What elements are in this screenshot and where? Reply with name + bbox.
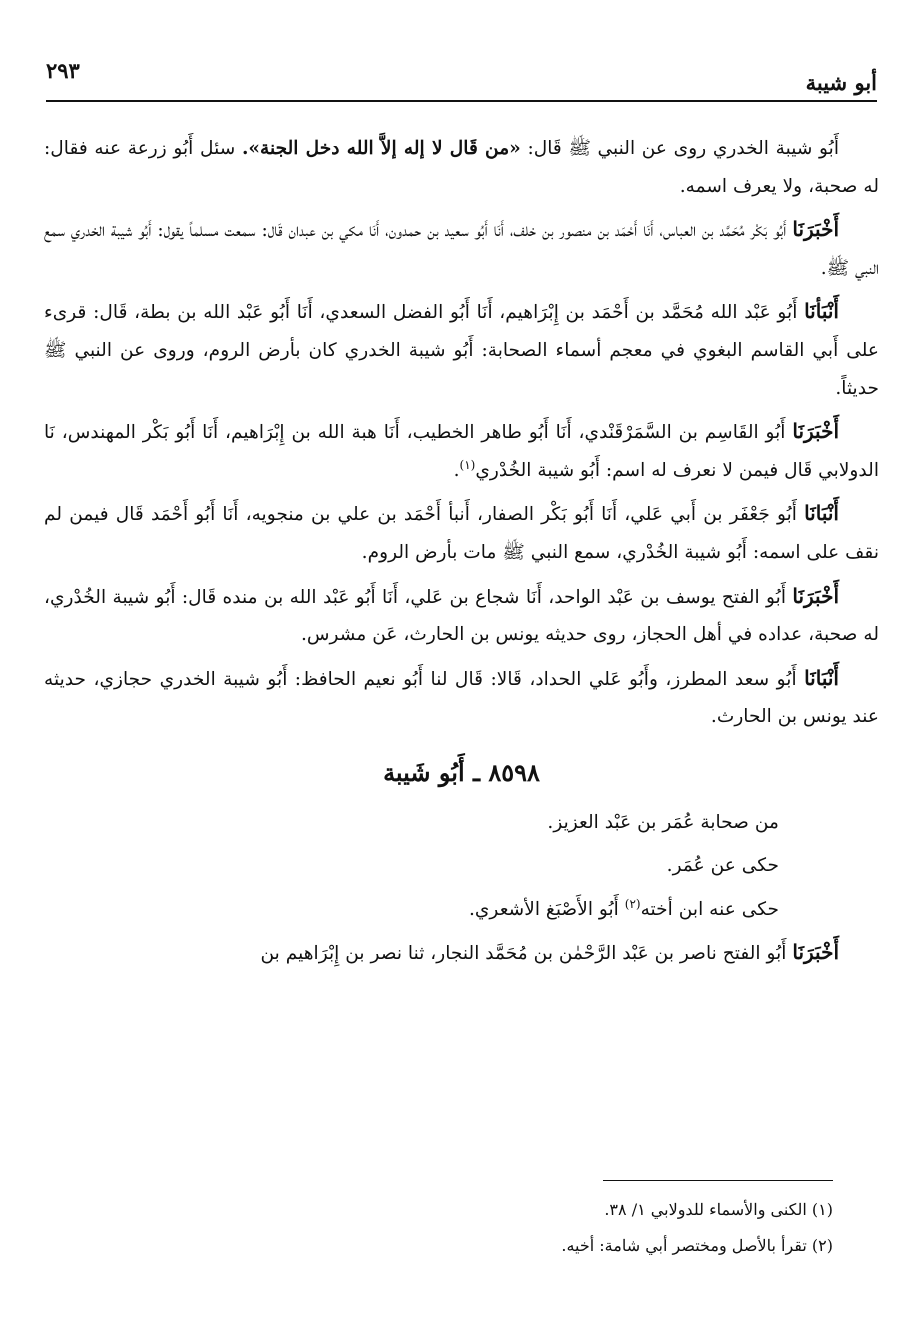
narration-lead-word: أَخْبَرَنَا bbox=[792, 583, 839, 608]
paragraph-3-text: أَبُو عَبْد الله مُحَمَّد بن أَحْمَد بن إِبْرَاهيم، أَنَا أَبُو الفضل السعدي، أَنَا أَبُو عَبْد الله بن بطة، قَال: قرىء على أَبي القاسم البغوي في معجم أسماء الصحابة: أَبُو شيبة الخدري كان بأرض الروم، وروى عن النبي ﷺ حديثاً. bbox=[44, 302, 879, 399]
entry-line-3-text: حكى عنه ابن أخته bbox=[640, 898, 779, 920]
paragraph-4-text: أَبُو القَاسِم بن السَّمَرْقَنْدي، أَنَا أَبُو طاهر الخطيب، أَنَا هبة الله بن إِبْرَاهيم، أَنَا أَبُو بَكْر المهندس، نَا الدولابي قَال فيمن لا نعرف له اسم: أَبُو شيبة الخُدْري bbox=[44, 422, 879, 481]
main-text bbox=[44, 130, 879, 979]
paragraph-3 bbox=[44, 293, 879, 407]
paragraph-7-text: أَبُو سعد المطرز، وأَبُو عَلي الحداد، قَالا: قَال لنا أَبُو نعيم الحافظ: أَبُو شيبة الخدري حجازي، حديثه عند يونس بن الحارث. bbox=[44, 668, 879, 728]
paragraph-5 bbox=[44, 495, 879, 571]
page-header bbox=[46, 58, 877, 102]
paragraph-4 bbox=[44, 413, 879, 489]
paragraph-6-text: أَبُو الفتح يوسف بن عَبْد الواحد، أَنَا شجاع بن عَلي، أَنَا أَبُو عَبْد الله بن منده قَال: أَبُو شيبة الخُدْري، له صحبة، عداده في أهل الحجاز، روى حديثه يونس بن الحارث، عَن مشرس. bbox=[44, 586, 879, 646]
hadith-quote: «من قَال لا إله إلاَّ الله دخل الجنة». bbox=[241, 138, 521, 159]
narration-lead-word: أَنْبَانَا bbox=[804, 501, 839, 526]
narration-lead-word: أَخْبَرَنَا bbox=[792, 217, 839, 242]
paragraph-4-end: . bbox=[453, 459, 460, 481]
header-rule bbox=[46, 100, 877, 102]
footnote-rule bbox=[603, 1180, 833, 1181]
paragraph-1-rest: سئل أَبُو زرعة عنه فقال: له صحبة، ولا يعرف اسمه. bbox=[44, 138, 879, 197]
paragraph-2 bbox=[44, 211, 879, 287]
footnote-2: (٢) تقرأ بالأصل ومختصر أبي شامة: أخيه. bbox=[561, 1236, 833, 1255]
paragraph-7 bbox=[44, 660, 879, 736]
entry-title: ٨٥٩٨ ـ أَبُو شَيبة bbox=[383, 757, 540, 787]
paragraph-1 bbox=[44, 130, 879, 205]
narration-lead-word: أَخْبَرَنَا bbox=[792, 940, 839, 965]
paragraph-5-text: أَبُو جَعْفَر بن أَبي عَلي، أَنَا أَبُو بَكْر الصفار، أَنبأ أَحْمَد بن علي بن منجويه، أَنَا أَبُو أَحْمَد قَال فيمن لم نقف على اسمه: أَبُو شيبة الخُدْري، سمع النبي ﷺ مات بأرض الروم. bbox=[44, 504, 879, 563]
entry-line-3-rest: أَبُو الأَصْبَغ الأشعري. bbox=[468, 898, 625, 920]
page-number: ٢٩٣ bbox=[46, 58, 80, 83]
footnote-ref-2: (٢) bbox=[624, 896, 641, 911]
entry-line-2: حكى عن عُمَر. bbox=[666, 855, 779, 877]
entry-line-3 bbox=[44, 891, 879, 929]
paragraph-last bbox=[44, 934, 879, 973]
narration-lead-word: أَخْبَرَنَا bbox=[792, 419, 839, 444]
footnote-1: (١) الكنى والأسماء للدولابي ١/ ٣٨. bbox=[604, 1200, 833, 1219]
paragraph-1-text: أَبُو شيبة الخدري روى عن النبي ﷺ قَال: bbox=[520, 138, 840, 159]
paragraph-last-text: أَبُو الفتح ناصر بن عَبْد الرَّحْمٰن بن مُحَمَّد النجار، ثنا نصر بن إِبْرَاهيم بن bbox=[260, 943, 793, 965]
footnote-ref-1: (١) bbox=[459, 457, 476, 472]
entry-line-1: من صحابة عُمَر بن عَبْد العزيز. bbox=[547, 811, 779, 833]
footnotes bbox=[260, 1192, 833, 1264]
narration-lead-word: أَنْبَأنَا bbox=[804, 299, 839, 324]
running-head: أبو شيبة bbox=[805, 70, 877, 95]
paragraph-2-text: أَبُو بَكْر مُحَمَّد بن العباس، أَنَا أَحْمَد بن منصور بن خلف، أَنَا أَبُو سعيد بن حمدون، أَنَا مكي بن عبدان قَال: سمعت مسلماً يقول: أَبُو شيبة الخدري سمع النبي ﷺ. bbox=[44, 220, 879, 279]
narration-lead-word: أَنْبَانَا bbox=[804, 665, 839, 690]
paragraph-6 bbox=[44, 578, 879, 654]
